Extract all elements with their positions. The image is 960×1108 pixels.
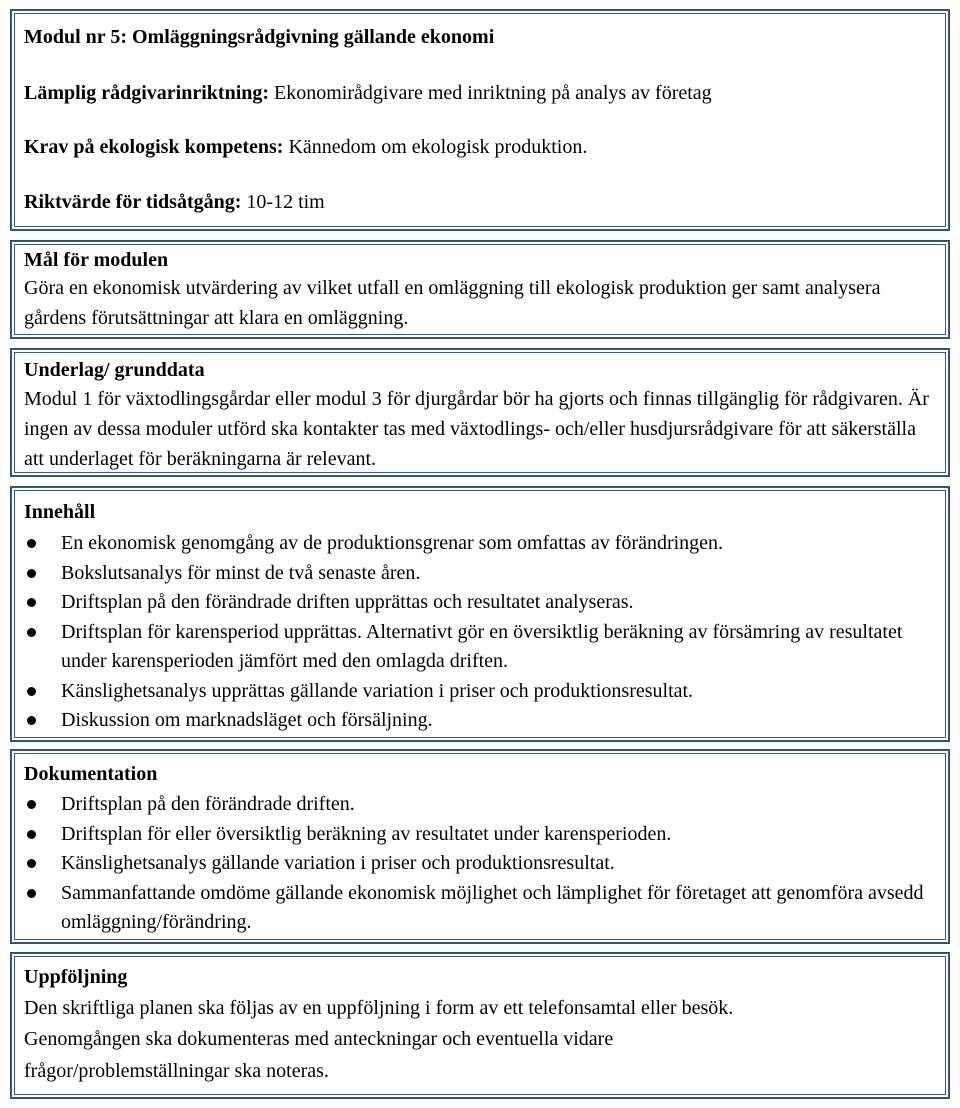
list-item: En ekonomisk genomgång av de produktionsgrenar som omfattas av förändringen. [24, 529, 939, 559]
competence-line [24, 132, 587, 162]
goal-text: Göra en ekonomisk utvärdering av vilket utfall en omläggning till ekologisk produktion ger samt analysera gårdens förutsättningar att klara en omläggning. [24, 277, 881, 329]
bullet-icon [27, 628, 36, 637]
time-value: 10-12 tim [241, 191, 325, 213]
time-label: Riktvärde för tidsåtgång: [24, 191, 242, 213]
content-box [11, 487, 949, 741]
list-item: Känslighetsanalys gällande variation i priser och produktionsresultat. [24, 849, 939, 879]
bullet-icon [27, 716, 36, 725]
documentation-box [11, 750, 949, 943]
competence-value: Kännedom om ekologisk produktion. [283, 136, 588, 158]
content-heading: Innehåll [24, 501, 96, 523]
bullet-icon [27, 859, 36, 868]
goal-box [11, 241, 949, 338]
competence-label: Krav på ekologisk kompetens: [24, 136, 284, 158]
bullet-icon [27, 830, 36, 839]
bullet-icon [27, 569, 36, 578]
followup-line-2: Genomgången ska dokumenteras med anteckningar och eventuella vidare [24, 1028, 614, 1050]
list-item: Sammanfattande omdöme gällande ekonomisk möjlighet och lämplighet för företaget att genomföra avsedd omläggning/förändring. [24, 879, 939, 938]
module-header-box [11, 10, 949, 230]
bullet-icon [27, 539, 36, 548]
followup-line-3: frågor/problemställningar ska noteras. [24, 1060, 329, 1082]
advisor-label: Lämplig rådgivarinriktning: [24, 82, 270, 104]
bullet-icon [27, 889, 36, 898]
followup-heading: Uppföljning [24, 966, 128, 988]
followup-box [11, 953, 949, 1098]
module-title: Modul nr 5: Omläggningsrådgivning gällande ekonomi [24, 26, 495, 48]
advisor-value: Ekonomirådgivare med inriktning på analys av företag [269, 82, 712, 104]
bullet-icon [27, 598, 36, 607]
documentation-list [24, 790, 939, 938]
list-item: Bokslutsanalys för minst de två senaste åren. [24, 559, 939, 589]
basis-text: Modul 1 för växtodlingsgårdar eller modul 3 för djurgårdar bör ha gjorts och finnas tillgänglig för rådgivaren. Är ingen av dessa moduler utförd ska kontakter tas med växtodlings- och/eller husdjursrådgivare för att säkerställa att underlaget för beräkningarna är relevant. [24, 388, 929, 470]
bullet-icon [27, 687, 36, 696]
basis-box [11, 349, 949, 476]
list-item: Diskussion om marknadsläget och försäljning. [24, 706, 939, 736]
goal-heading: Mål för modulen [24, 249, 169, 271]
list-item: Driftsplan för eller översiktlig beräkning av resultatet under karensperioden. [24, 820, 939, 850]
list-item: Driftsplan på den förändrade driften. [24, 790, 939, 820]
basis-heading: Underlag/ grunddata [24, 359, 205, 381]
list-item: Driftsplan för karensperiod upprättas. Alternativt gör en översiktlig beräkning av försämring av resultatet under karensperioden jämfört med den omlagda driften. [24, 618, 939, 677]
time-line [24, 187, 325, 217]
advisor-line [24, 78, 712, 108]
list-item: Känslighetsanalys upprättas gällande variation i priser och produktionsresultat. [24, 677, 939, 707]
followup-line-1: Den skriftliga planen ska följas av en uppföljning i form av ett telefonsamtal eller besök. [24, 997, 734, 1019]
content-list [24, 529, 939, 736]
documentation-heading: Dokumentation [24, 763, 158, 785]
list-item: Driftsplan på den förändrade driften upprättas och resultatet analyseras. [24, 588, 939, 618]
bullet-icon [27, 800, 36, 809]
